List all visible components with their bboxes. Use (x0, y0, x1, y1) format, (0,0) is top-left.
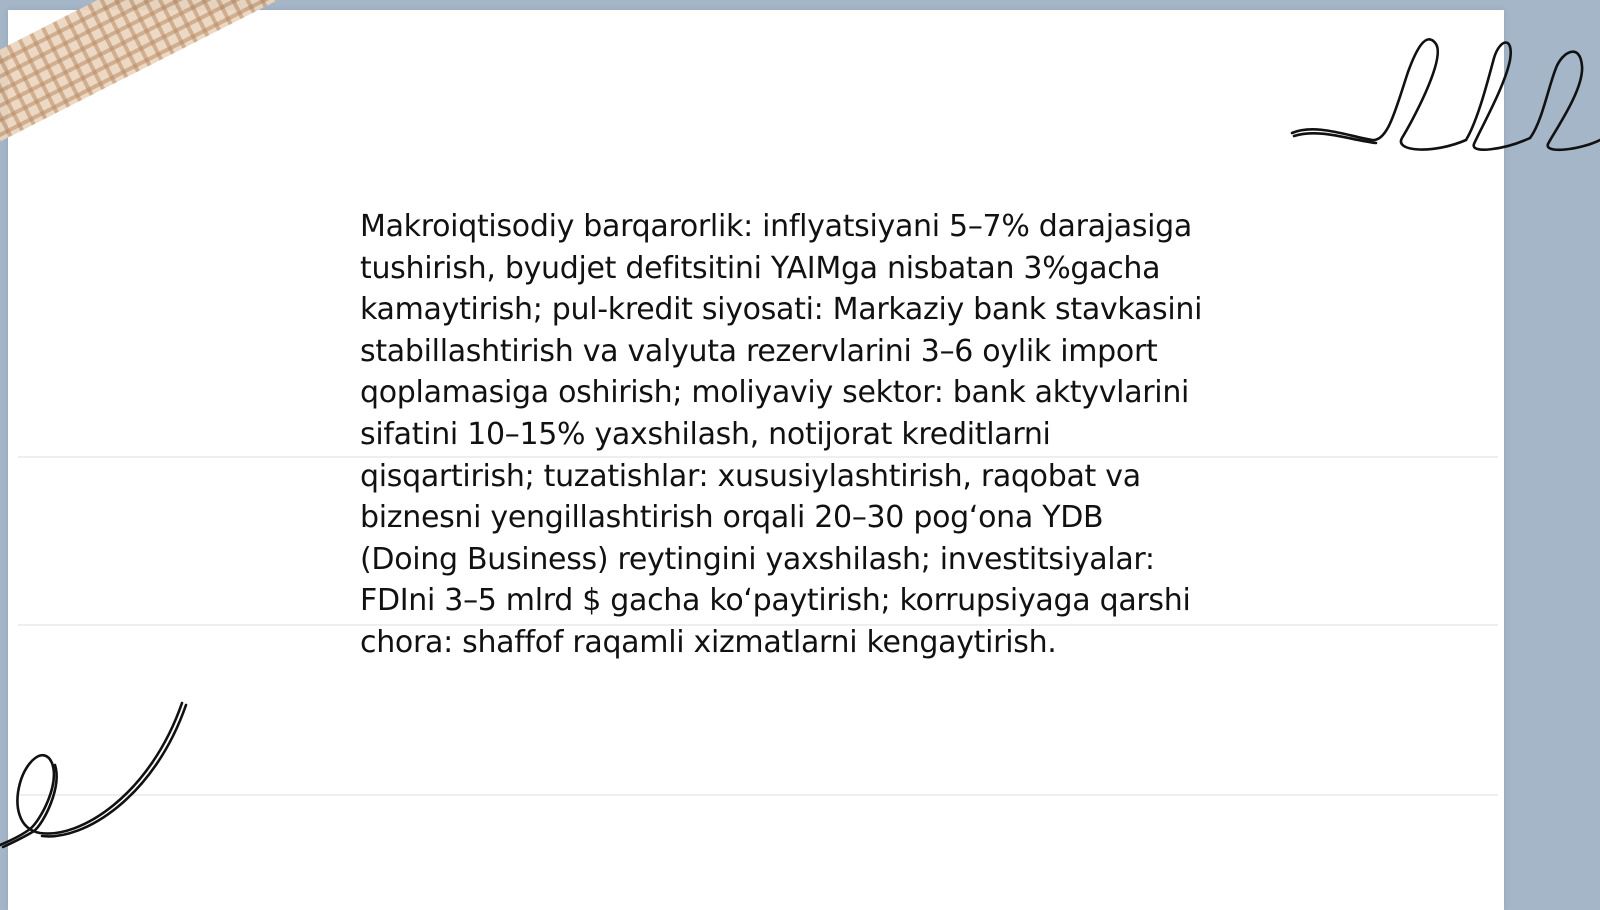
loop-scribble-icon (0, 695, 200, 855)
loop-scribble-icon (1290, 30, 1600, 170)
body-paragraph: Makroiqtisodiy barqarorlik: inflyatsiyani 5–7% darajasiga tushirish, byudjet defitsitini YAIMga nisbatan 3%gacha kamaytirish; pul-kredit siyosati: Markaziy bank stavkasini stabillashtirish va valyuta rezervlarini 3–6 oylik import qoplamasiga oshirish; moliyaviy sektor: bank aktyvlarini sifatini 10–15% yaxshilash, notijorat kreditlarni qisqartirish; tuzatishlar: xususiylashtirish, raqobat va biznesni yengillashtirish orqali 20–30 pog‘ona YDB (Doing Business) reytingini yaxshilash; investitsiyalar: FDIni 3–5 mlrd $ gacha ko‘paytirish; korrupsiyaga qarshi chora: shaffof raqamli xizmatlarni kengaytirish. (360, 209, 1203, 660)
ruled-line (18, 794, 1498, 796)
